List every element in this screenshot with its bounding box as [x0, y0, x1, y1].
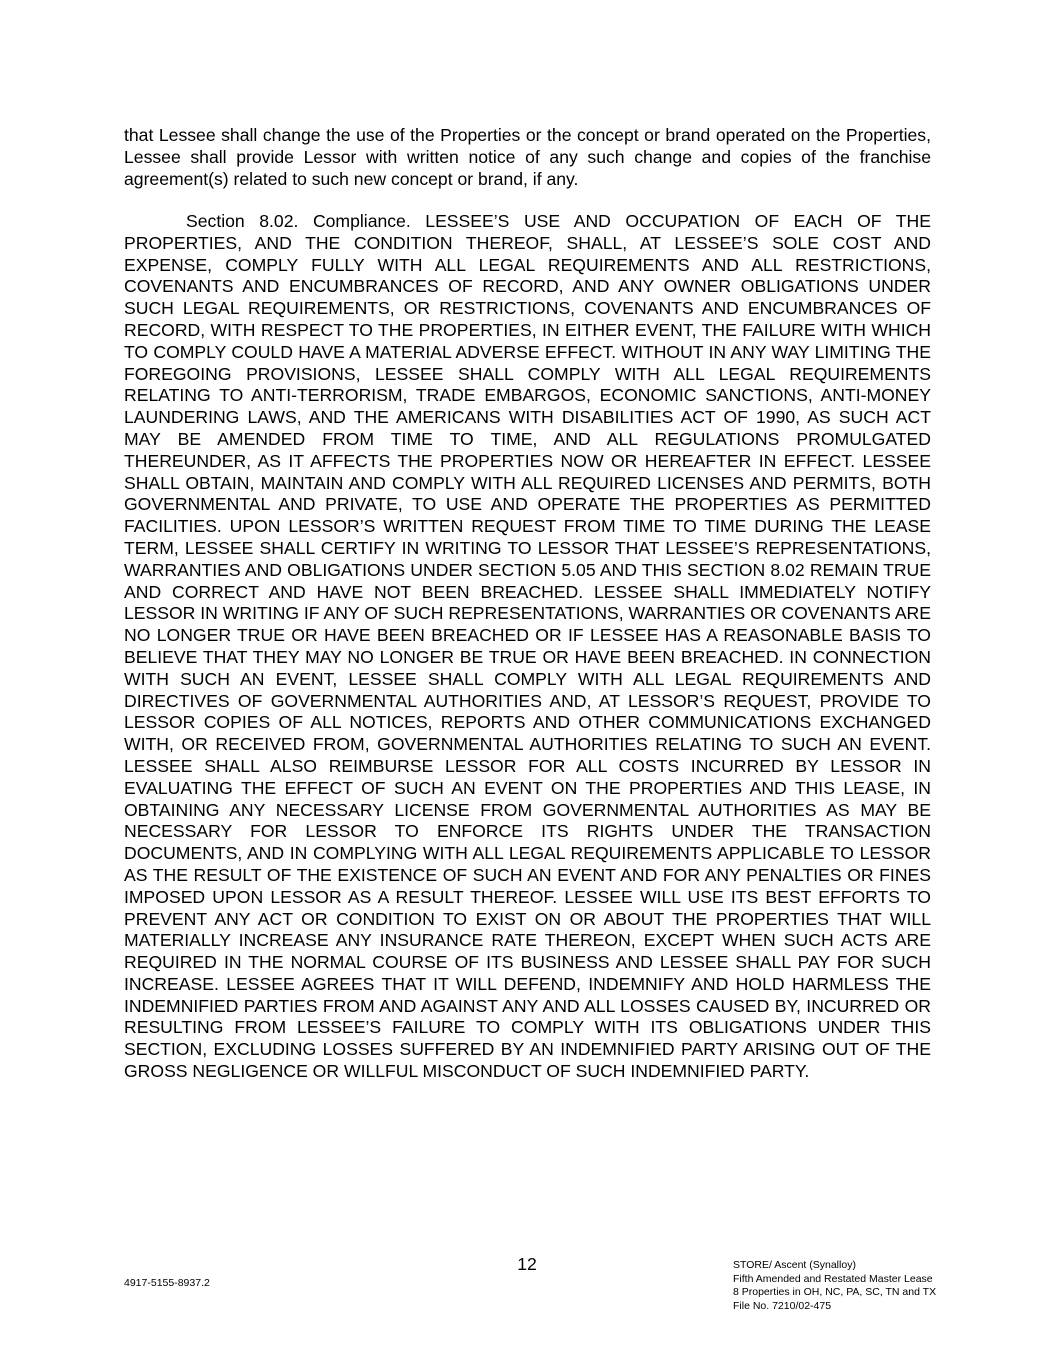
footer-line: File No. 7210/02-475 [733, 1299, 832, 1312]
section-8-02-text: Section 8.02. Compliance. LESSEE’S USE AND OCCUPATION OF EACH OF THE PROPERTIES, AND THE CONDITION THEREOF, SHALL, AT LESSEE’S SOLE COST AND EXPENSE, COMPLY FULLY WITH ALL LEGAL REQUIREMENTS AND ALL RESTRICTIONS, COVENANTS AND ENCUMBRANCES OF RECORD, AND ANY OWNER OBLIGATIONS UNDER SUCH LEGAL REQUIREMENTS, OR RESTRICTIONS, COVENANTS AND ENCUMBRANCES OF RECORD, WITH RESPECT TO THE PROPERTIES, IN EITHER EVENT, THE FAILURE WITH WHICH TO COMPLY COULD HAVE A MATERIAL ADVERSE EFFECT. WITHOUT IN ANY WAY LIMITING THE FOREGOING PROVISIONS, LESSEE SHALL COMPLY WITH ALL LEGAL REQUIREMENTS RELATING TO ANTI-TERRORISM, TRADE EMBARGOS, ECONOMIC SANCTIONS, ANTI-MONEY LAUNDERING LAWS, AND THE AMERICANS WITH DISABILITIES ACT OF 1990, AS SUCH ACT MAY BE AMENDED FROM TIME TO TIME, AND ALL REGULATIONS PROMULGATED THEREUNDER, AS IT AFFECTS THE PROPERTIES NOW OR HEREAFTER IN EFFECT. LESSEE SHALL OBTAIN, MAINTAIN AND COMPLY WITH ALL REQUIRED LICENSES AND PERMITS, BOTH GOVERNMENTAL AND PRIVATE, TO USE AND OPERATE THE PROPERTIES AS PERMITTED FACILITIES. UPON LESSOR’S WRITTEN REQUEST FROM TIME TO TIME DURING THE LEASE TERM, LESSEE SHALL CERTIFY IN WRITING TO LESSOR THAT LESSEE’S REPRESENTATIONS, WARRANTIES AND OBLIGATIONS UNDER SECTION 5.05 AND THIS SECTION 8.02 REMAIN TRUE AND CORRECT AND HAVE NOT BEEN BREACHED. LESSEE SHALL IMMEDIATELY NOTIFY LESSOR IN WRITING IF ANY OF SUCH REPRESENTATIONS, WARRANTIES OR COVENANTS ARE NO LONGER TRUE OR HAVE BEEN BREACHED OR IF LESSEE HAS A REASONABLE BASIS TO BELIEVE THAT THEY MAY NO LONGER BE TRUE OR HAVE BEEN BREACHED. IN CONNECTION WITH SUCH AN EVENT, LESSEE SHALL COMPLY WITH ALL LEGAL REQUIREMENTS AND DIRECTIVES OF GOVERNMENTAL AUTHORITIES AND, AT LESSOR’S REQUEST, PROVIDE TO LESSOR COPIES OF ALL NOTICES, REPORTS AND OTHER COMMUNICATIONS EXCHANGED WITH, OR RECEIVED FROM, GOVERNMENTAL AUTHORITIES RELATING TO SUCH AN EVENT. LESSEE SHALL ALSO REIMBURSE LESSOR FOR ALL COSTS INCURRED BY LESSOR IN EVALUATING THE EFFECT OF SUCH AN EVENT ON THE PROPERTIES AND THIS LEASE, IN OBTAINING ANY NECESSARY LICENSE FROM GOVERNMENTAL AUTHORITIES AS MAY BE NECESSARY FOR LESSOR TO ENFORCE ITS RIGHTS UNDER THE TRANSACTION DOCUMENTS, AND IN COMPLYING WITH ALL LEGAL REQUIREMENTS APPLICABLE TO LESSOR AS THE RESULT OF THE EXISTENCE OF SUCH AN EVENT AND FOR ANY PENALTIES OR FINES IMPOSED UPON LESSOR AS A RESULT THEREOF. LESSEE WILL USE ITS BEST EFFORTS TO PREVENT ANY ACT OR CONDITION TO EXIST ON OR ABOUT THE PROPERTIES THAT WILL MATERIALLY INCREASE ANY INSURANCE RATE THEREON, EXCEPT WHEN SUCH ACTS ARE REQUIRED IN THE NORMAL COURSE OF ITS BUSINESS AND LESSEE SHALL PAY FOR SUCH INCREASE. LESSEE AGREES THAT IT WILL DEFEND, INDEMNIFY AND HOLD HARMLESS THE INDEMNIFIED PARTIES FROM AND AGAINST ANY AND ALL LOSSES CAUSED BY, INCURRED OR RESULTING FROM LESSEE’S FAILURE TO COMPLY WITH ITS OBLIGATIONS UNDER THIS SECTION, EXCLUDING LOSSES SUFFERED BY AN INDEMNIFIED PARTY ARISING OUT OF THE GROSS NEGLIGENCE OR WILLFUL MISCONDUCT OF SUCH INDEMNIFIED PARTY. [124, 211, 931, 1082]
document-id: 4917-5155-8937.2 [124, 1277, 210, 1289]
footer-line: STORE/ Ascent (Synalloy) [733, 1259, 856, 1271]
footer-line: Fifth Amended and Restated Master Lease [733, 1272, 933, 1285]
page-number: 12 [517, 1254, 537, 1274]
footer-document-info [733, 1259, 936, 1313]
footer-line: 8 Properties in OH, NC, PA, SC, TN and TX [733, 1286, 937, 1299]
section-paragraph [124, 211, 931, 1083]
body-paragraph: that Lessee shall change the use of the Properties or the concept or brand operated on the Properties, Lessee shall provide Lessor with written notice of any such change and copies of the franchise agreement(s) related to such new concept or brand, if any. [124, 125, 931, 189]
